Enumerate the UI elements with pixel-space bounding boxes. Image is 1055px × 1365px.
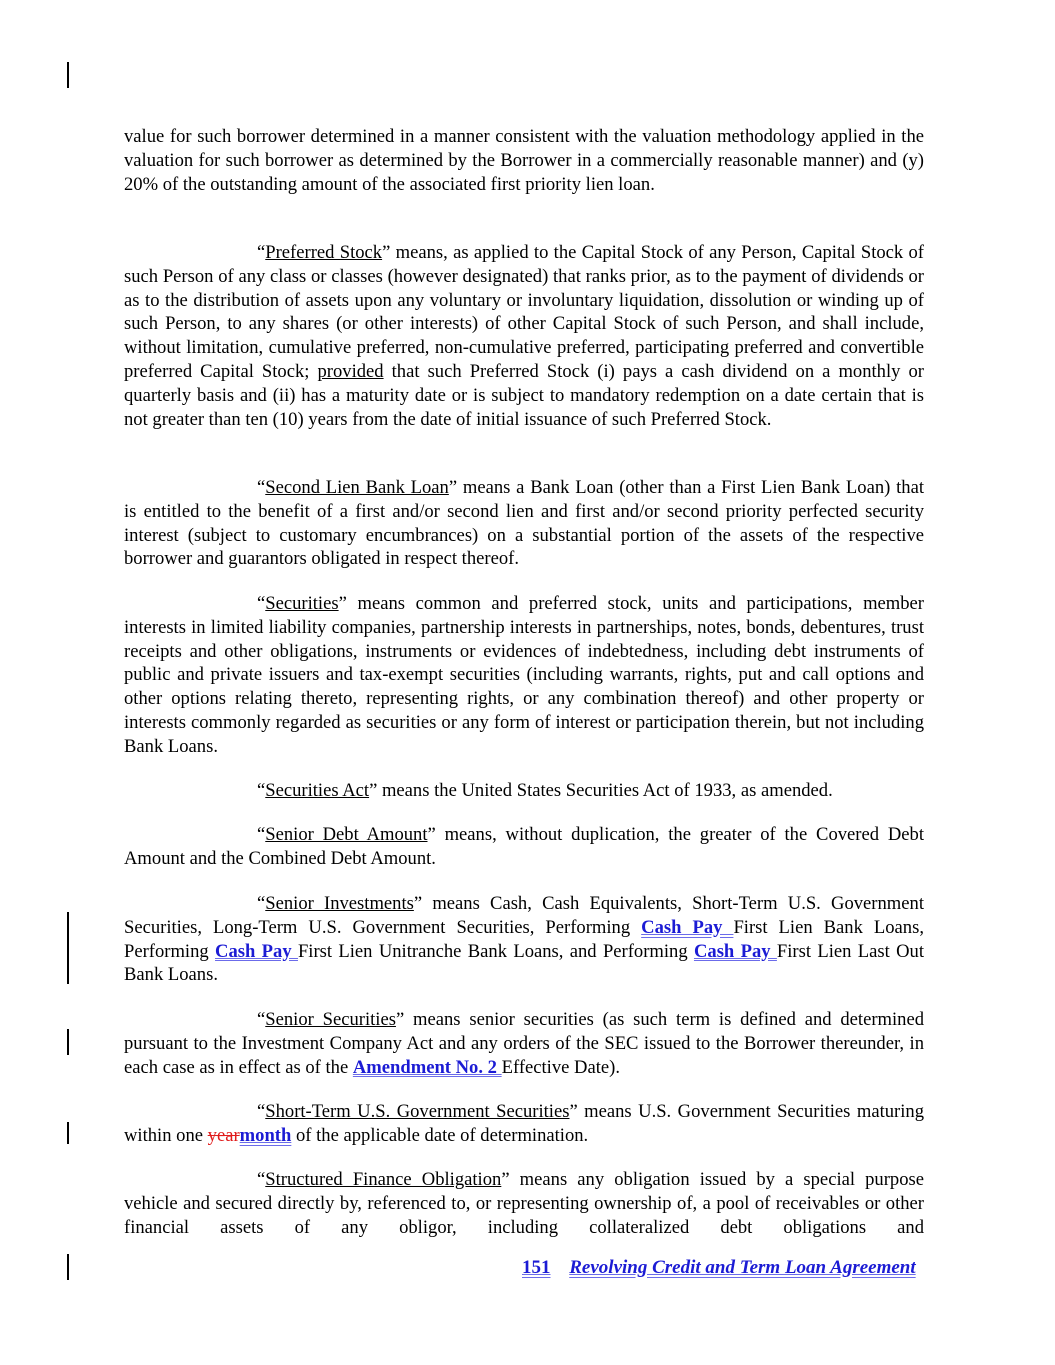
definition-paragraph-senior-securities [124, 1008, 924, 1079]
definition-paragraph-senior-investments [124, 892, 924, 987]
definition-paragraph-securities [124, 592, 924, 759]
definition-paragraph-short-term-us-govt-securities [124, 1100, 924, 1148]
defined-term: Structured Finance Obligation [265, 1169, 502, 1190]
body-text: ” means senior securities (as such term is defined and determined pursuant to the Investment Company Act and any orders of the SEC issued to the Borrower thereunder, in each case as in effect as of the [124, 1009, 924, 1078]
defined-term: Senior Debt Amount [265, 824, 428, 845]
inserted-text: Amendment No. 2 [352, 1056, 502, 1078]
definition-paragraph-structured-finance-obligation [124, 1168, 924, 1239]
definition-paragraph-continuation [124, 125, 924, 196]
inserted-text: Cash Pay [215, 940, 298, 962]
body-text: ” means common and preferred stock, units and participations, member interests in limited liability companies, partnership interests in partnerships, notes, bonds, debentures, trust receipts and other obligations, instruments or evidences of indebtedness, including debt instruments of public and private issuers and tax-exempt securities (including warrants, rights, put and call options and other options relating thereto, representing rights, or any combination thereof) and other property or interests commonly regarded as securities or any form of interest or participation therein, but not including Bank Loans. [124, 593, 924, 757]
inserted-text: Cash Pay [693, 940, 777, 962]
body-text: value for such borrower determined in a manner consistent with the valuation methodology applied in the valuation for such borrower as determined by the Borrower in a commercially reasonable manner) and (y) 20% of the outstanding amount of the associated first priority lien loan. [124, 126, 924, 195]
defined-term: Securities [265, 593, 339, 614]
body-text: First Lien Unitranche Bank Loans, and Performing [297, 940, 694, 962]
defined-term: Short-Term U.S. Government Securities [265, 1101, 570, 1122]
body-text: that such Preferred Stock (i) pays a cash dividend on a monthly or quarterly basis and (ii) has a maturity date or is subject to mandatory redemption on a date certain that is not greater than ten (10) years from the date of initial issuance of such Preferred Stock. [124, 360, 924, 430]
defined-term: Senior Securities [265, 1009, 396, 1030]
body-text: ” means the United States Securities Act of 1933, as amended. [369, 780, 833, 801]
body-text: “ [257, 780, 266, 801]
defined-term: Securities Act [265, 780, 370, 801]
body-text: “ [257, 893, 266, 914]
body-text: ” means, as applied to the Capital Stock of any Person, Capital Stock of such Person of any class or classes (however designated) that ranks prior, as to the payment of dividends or as to the distribution of assets upon any voluntary or involuntary liquidation, dissolution or winding up of such Person, to any shares (or other interests) of other Capital Stock of such Person, and shall include, without limitation, cumulative preferred, non-cumulative preferred, participating preferred and convertible preferred Capital Stock; [124, 242, 924, 382]
defined-term: Senior Investments [265, 893, 414, 914]
body-text: of the applicable date of determination. [291, 1124, 589, 1146]
body-text: “ [257, 1169, 266, 1190]
body-text: Effective Date). [501, 1056, 620, 1078]
deleted-text: year [207, 1124, 240, 1146]
page-number: 151 [522, 1257, 551, 1278]
page-footer [522, 1257, 916, 1279]
body-text: “ [257, 1101, 266, 1122]
change-bar [67, 912, 69, 984]
definition-paragraph-securities-act [124, 779, 924, 803]
inserted-text: month [239, 1124, 292, 1146]
definition-paragraph-senior-debt-amount [124, 823, 924, 871]
defined-term: Second Lien Bank Loan [265, 477, 449, 498]
body-text: First Lien Bank Loans, Performing [124, 916, 924, 962]
body-text: “ [257, 242, 266, 263]
defined-term: Preferred Stock [265, 242, 383, 263]
body-text: First Lien Last Out Bank Loans. [124, 940, 924, 986]
body-text: ” means a Bank Loan (other than a First Lien Bank Loan) that is entitled to the benefit of a first and/or second lien and first and/or second priority perfected security interest (subject to customary encumbrances) on a substantial portion of the assets of the respective borrower and guarantors obligated in respect thereof. [124, 477, 924, 570]
definition-paragraph-second-lien-bank-loan [124, 476, 924, 571]
defined-term: provided [317, 360, 384, 382]
document-title: Revolving Credit and Term Loan Agreement [569, 1257, 916, 1278]
body-text: “ [257, 477, 266, 498]
definition-paragraph-preferred-stock [124, 241, 924, 431]
body-text: ” means Cash, Cash Equivalents, Short-Term U.S. Government Securities, Long-Term U.S. Government Securities, Performing [124, 893, 924, 938]
inserted-text: Cash Pay [641, 916, 734, 938]
body-text: ” means, without duplication, the greater of the Covered Debt Amount and the Combined Debt Amount. [124, 824, 924, 869]
change-bar [67, 1029, 69, 1055]
body-text: “ [257, 824, 266, 845]
body-text: “ [257, 593, 266, 614]
change-bar [67, 1122, 69, 1144]
body-text: ” means any obligation issued by a special purpose vehicle and secured directly by, referenced to, or representing ownership of, a pool of receivables or other financial assets of any obligor, including collateralized debt obligations and [124, 1169, 925, 1238]
body-text: “ [257, 1009, 266, 1030]
change-bar [67, 1254, 69, 1280]
body-text: ” means U.S. Government Securities maturing within one [124, 1101, 924, 1146]
change-bar [67, 62, 69, 88]
